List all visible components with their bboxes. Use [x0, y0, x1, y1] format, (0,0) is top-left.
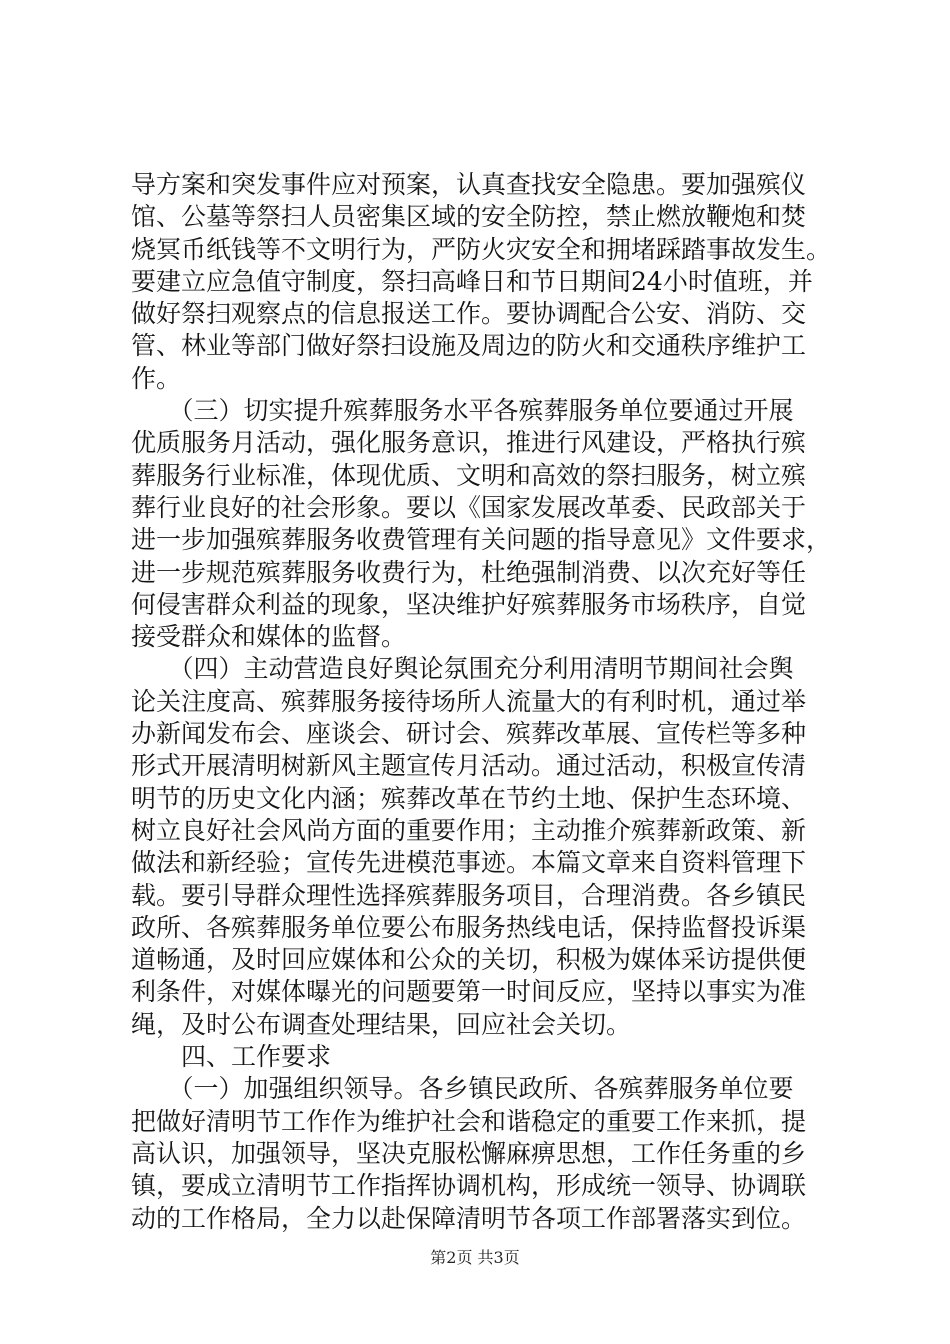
text-line: 做好祭扫观察点的信息报送工作。要协调配合公安、消防、交	[131, 299, 807, 329]
text-line: 何侵害群众利益的现象，坚决维护好殡葬服务市场秩序，自觉	[131, 589, 807, 619]
text-line: 要建立应急值守制度，祭扫高峰日和节日期间24小时值班，并	[131, 266, 813, 296]
text-line: 葬服务行业标准，体现优质、文明和高效的祭扫服务，树立殡	[131, 460, 807, 490]
text-line: 动的工作格局，全力以赴保障清明节各项工作部署落实到位。	[131, 1203, 807, 1233]
text-line: 利条件，对媒体曝光的问题要第一时间反应，坚持以事实为准	[131, 977, 807, 1007]
text-line: 论关注度高、殡葬服务接待场所人流量大的有利时机，通过举	[131, 686, 807, 716]
text-line: 镇，要成立清明节工作指挥协调机构，形成统一领导、协调联	[131, 1171, 807, 1201]
text-line: 进一步加强殡葬服务收费管理有关问题的指导意见》文件要求，	[131, 525, 832, 555]
text-line: 优质服务月活动，强化服务意识，推进行风建设，严格执行殡	[131, 428, 807, 458]
text-line: 馆、公墓等祭扫人员密集区域的安全防控，禁止燃放鞭炮和焚	[131, 202, 807, 232]
text-line: 形式开展清明树新风主题宣传月活动。通过活动，积极宣传清	[131, 751, 807, 781]
text-line: 四、工作要求	[131, 1042, 332, 1072]
text-line: 接受群众和媒体的监督。	[131, 622, 407, 652]
text-line: 把做好清明节工作作为维护社会和谐稳定的重要工作来抓，提	[131, 1106, 807, 1136]
text-line: 管、林业等部门做好祭扫设施及周边的防火和交通秩序维护工	[131, 331, 807, 361]
text-line: 葬行业良好的社会形象。要以《国家发展改革委、民政部关于	[131, 492, 807, 522]
text-line: 烧冥币纸钱等不文明行为，严防火灾安全和拥堵踩踏事故发生。	[131, 234, 832, 264]
text-line: 高认识，加强领导，坚决克服松懈麻痹思想，工作任务重的乡	[131, 1138, 807, 1168]
text-line: 作。	[131, 363, 182, 393]
text-line: 导方案和突发事件应对预案，认真查找安全隐患。要加强殡仪	[131, 170, 807, 199]
text-line: 绳，及时公布调查处理结果，回应社会关切。	[131, 1009, 632, 1039]
text-line: 进一步规范殡葬服务收费行为，杜绝强制消费、以次充好等任	[131, 557, 807, 587]
document-body	[131, 169, 831, 1235]
text-line: 政所、各殡葬服务单位要公布服务热线电话，保持监督投诉渠	[131, 912, 807, 942]
text-line: 道畅通，及时回应媒体和公众的关切，积极为媒体采访提供便	[131, 945, 807, 975]
text-line: 载。要引导群众理性选择殡葬服务项目，合理消费。各乡镇民	[131, 880, 807, 910]
text-line: （一）加强组织领导。各乡镇民政所、各殡葬服务单位要	[131, 1074, 794, 1104]
text-line: 做法和新经验；宣传先进模范事迹。本篇文章来自资料管理下	[131, 848, 807, 878]
text-line: 树立良好社会风尚方面的重要作用；主动推介殡葬新政策、新	[131, 815, 807, 845]
page-footer: 第2页 共3页	[430, 1248, 520, 1267]
text-line: （三）切实提升殡葬服务水平各殡葬服务单位要通过开展	[131, 396, 794, 426]
text-line: 明节的历史文化内涵；殡葬改革在节约土地、保护生态环境、	[131, 783, 807, 813]
text-line: （四）主动营造良好舆论氛围充分利用清明节期间社会舆	[131, 654, 794, 684]
text-line: 办新闻发布会、座谈会、研讨会、殡葬改革展、宣传栏等多种	[131, 719, 807, 749]
